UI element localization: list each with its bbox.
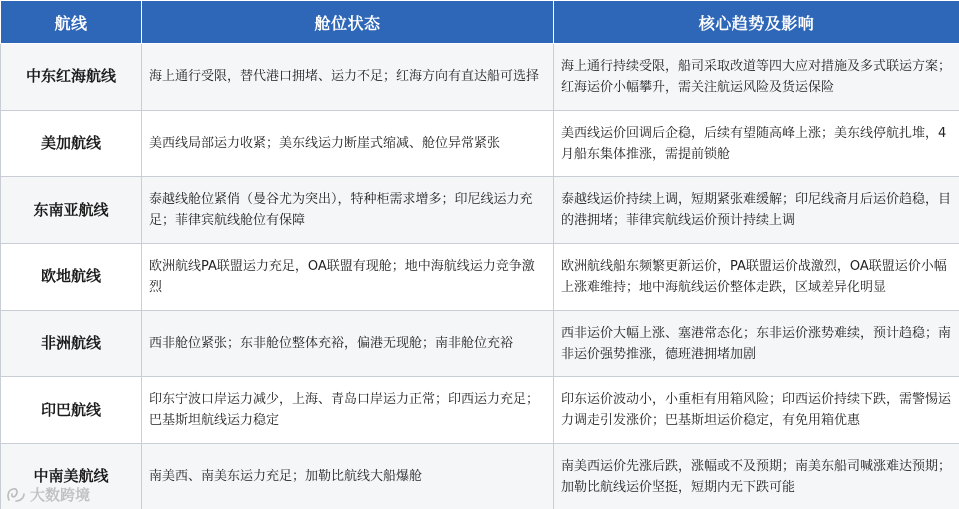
route-cell: 欧地航线 (1, 244, 142, 311)
status-cell: 海上通行受限，替代港口拥堵、运力不足；红海方向有直达船可选择 (142, 44, 554, 111)
trend-cell: 泰越线运价持续上调，短期紧张难缓解；印尼线斋月后运价趋稳，目的港拥堵；菲律宾航线运价预计持续上调 (554, 177, 959, 244)
trend-cell: 美西线运价回调后企稳，后续有望随高峰上涨；美东线停航扎堆，4月船东集体推涨，需提前锁舱 (554, 110, 959, 177)
table-row (1, 244, 959, 311)
status-cell: 欧洲航线PA联盟运力充足，OA联盟有现舱；地中海航线运力竞争激烈 (142, 244, 554, 311)
status-cell: 泰越线舱位紧俏（曼谷尤为突出），特种柜需求增多；印尼线运力充足；菲律宾航线舱位有保障 (142, 177, 554, 244)
status-cell: 南美西、南美东运力充足；加勒比航线大船爆舱 (142, 444, 554, 509)
trend-cell: 欧洲航线船东频繁更新运价，PA联盟运价战激烈，OA联盟运价小幅上涨难维持；地中海航线运价整体走跌，区域差异化明显 (554, 244, 959, 311)
table-row (1, 310, 959, 377)
route-cell: 中东红海航线 (1, 44, 142, 111)
trend-cell: 海上通行持续受限，船司采取改道等四大应对措施及多式联运方案；红海运价小幅攀升，需关注航运风险及货运保险 (554, 44, 959, 111)
header-trend: 核心趋势及影响 (554, 1, 959, 44)
table-row (1, 110, 959, 177)
status-cell: 西非舱位紧张；东非舱位整体充裕，偏港无现舱；南非舱位充裕 (142, 310, 554, 377)
trend-cell: 印东运价波动小，小重柜有用箱风险；印西运价持续下跌，需警惕运力调走引发涨价；巴基斯坦运价稳定，有免用箱优惠 (554, 377, 959, 444)
route-cell: 非洲航线 (1, 310, 142, 377)
table-row (1, 377, 959, 444)
route-cell: 东南亚航线 (1, 177, 142, 244)
header-status: 舱位状态 (142, 1, 554, 44)
watermark-text: 大数跨境 (30, 486, 91, 504)
route-cell: 中南美航线 (1, 444, 142, 509)
header-row (1, 1, 959, 44)
table-row (1, 444, 959, 509)
route-cell: 美加航线 (1, 110, 142, 177)
route-cell: 印巴航线 (1, 377, 142, 444)
status-cell: 印东宁波口岸运力减少，上海、青岛口岸运力正常；印西运力充足；巴基斯坦航线运力稳定 (142, 377, 554, 444)
table-header (1, 1, 959, 44)
table-body (1, 44, 959, 509)
status-cell: 美西线局部运力收紧；美东线运力断崖式缩减、舱位异常紧张 (142, 110, 554, 177)
header-route: 航线 (1, 1, 142, 44)
table-row (1, 177, 959, 244)
trend-cell: 西非运价大幅上涨、塞港常态化；东非运价涨势难续，预计趋稳；南非运价强势推涨，德班港拥堵加剧 (554, 310, 959, 377)
table-row (1, 44, 959, 111)
trend-cell: 南美西运价先涨后跌，涨幅或不及预期；南美东船司喊涨难达预期；加勒比航线运价坚挺，短期内无下跌可能 (554, 444, 959, 509)
